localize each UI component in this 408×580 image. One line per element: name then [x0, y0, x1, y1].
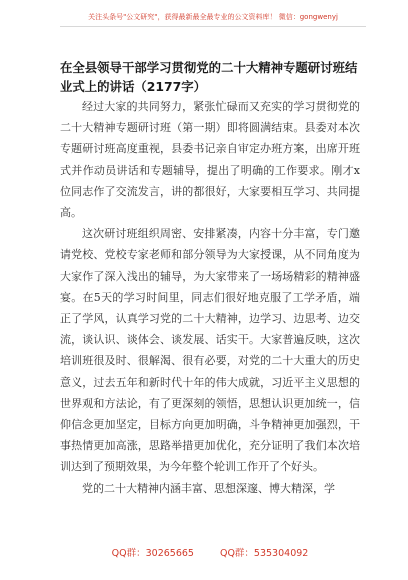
- footer: [60, 548, 360, 560]
- paragraph-2: 这次研讨班组织周密、安排紧凑，内容十分丰富，专门邀请党校、党校专家老师和部分领导为大家授课，从不同角度为大家作了深入浅出的辅导，为大家带来了一场场精彩的精神盛宴。在5天的学习时间里，同志们很好地克服了工学矛盾，端正了学风，认真学习党的二十大精神，边学习、边思考、边交流，谈认识、谈体会、谈发展、话实干。大家普遍反映，这次培训班很及时、很解渴、很有必要，对党的二十大重大的历史意义，过去五年和新时代十年的伟大成就，习近平主义思想的世界观和方法论，有了更深刻的领悟，思想认识更加统一，信仰信念更加坚定，目标方向更加明确，斗争精神更加强烈，干事热情更加高涨，思路举措更加优化，充分证明了我们本次培训达到了预期效果，为今年整个轮训工作开了个好头。: [60, 227, 360, 474]
- header-divider: [60, 26, 366, 27]
- paragraph-1: 经过大家的共同努力，紧张忙碌而又充实的学习贯彻党的二十大精神专题研讨班（第一期）即将圆满结束。县委对本次专题研讨班高度重视，县委书记亲自审定办班方案，出席开班式并作动员讲话和专题辅导，提出了明确的工作要求。刚才x位同志作了交流发言，讲的都很好，大家要相互学习、共同提高。: [60, 100, 360, 220]
- document-title: 在全县领导干部学习贯彻党的二十大精神专题研讨班结业式上的讲话（2177字）: [60, 60, 358, 94]
- footer-qq-group-2: QQ群：535304092: [219, 548, 309, 559]
- footer-qq-group-1: QQ群：30265665: [111, 548, 194, 559]
- paragraph-3: 党的二十大精神内涵丰富、思想深邃、博大精深，学: [82, 481, 335, 495]
- document-body: [60, 96, 360, 499]
- header-banner: 关注头条号"公文研究"，获得最新最全最专业的公文资料库！ 微信：gongwenyj: [88, 13, 338, 21]
